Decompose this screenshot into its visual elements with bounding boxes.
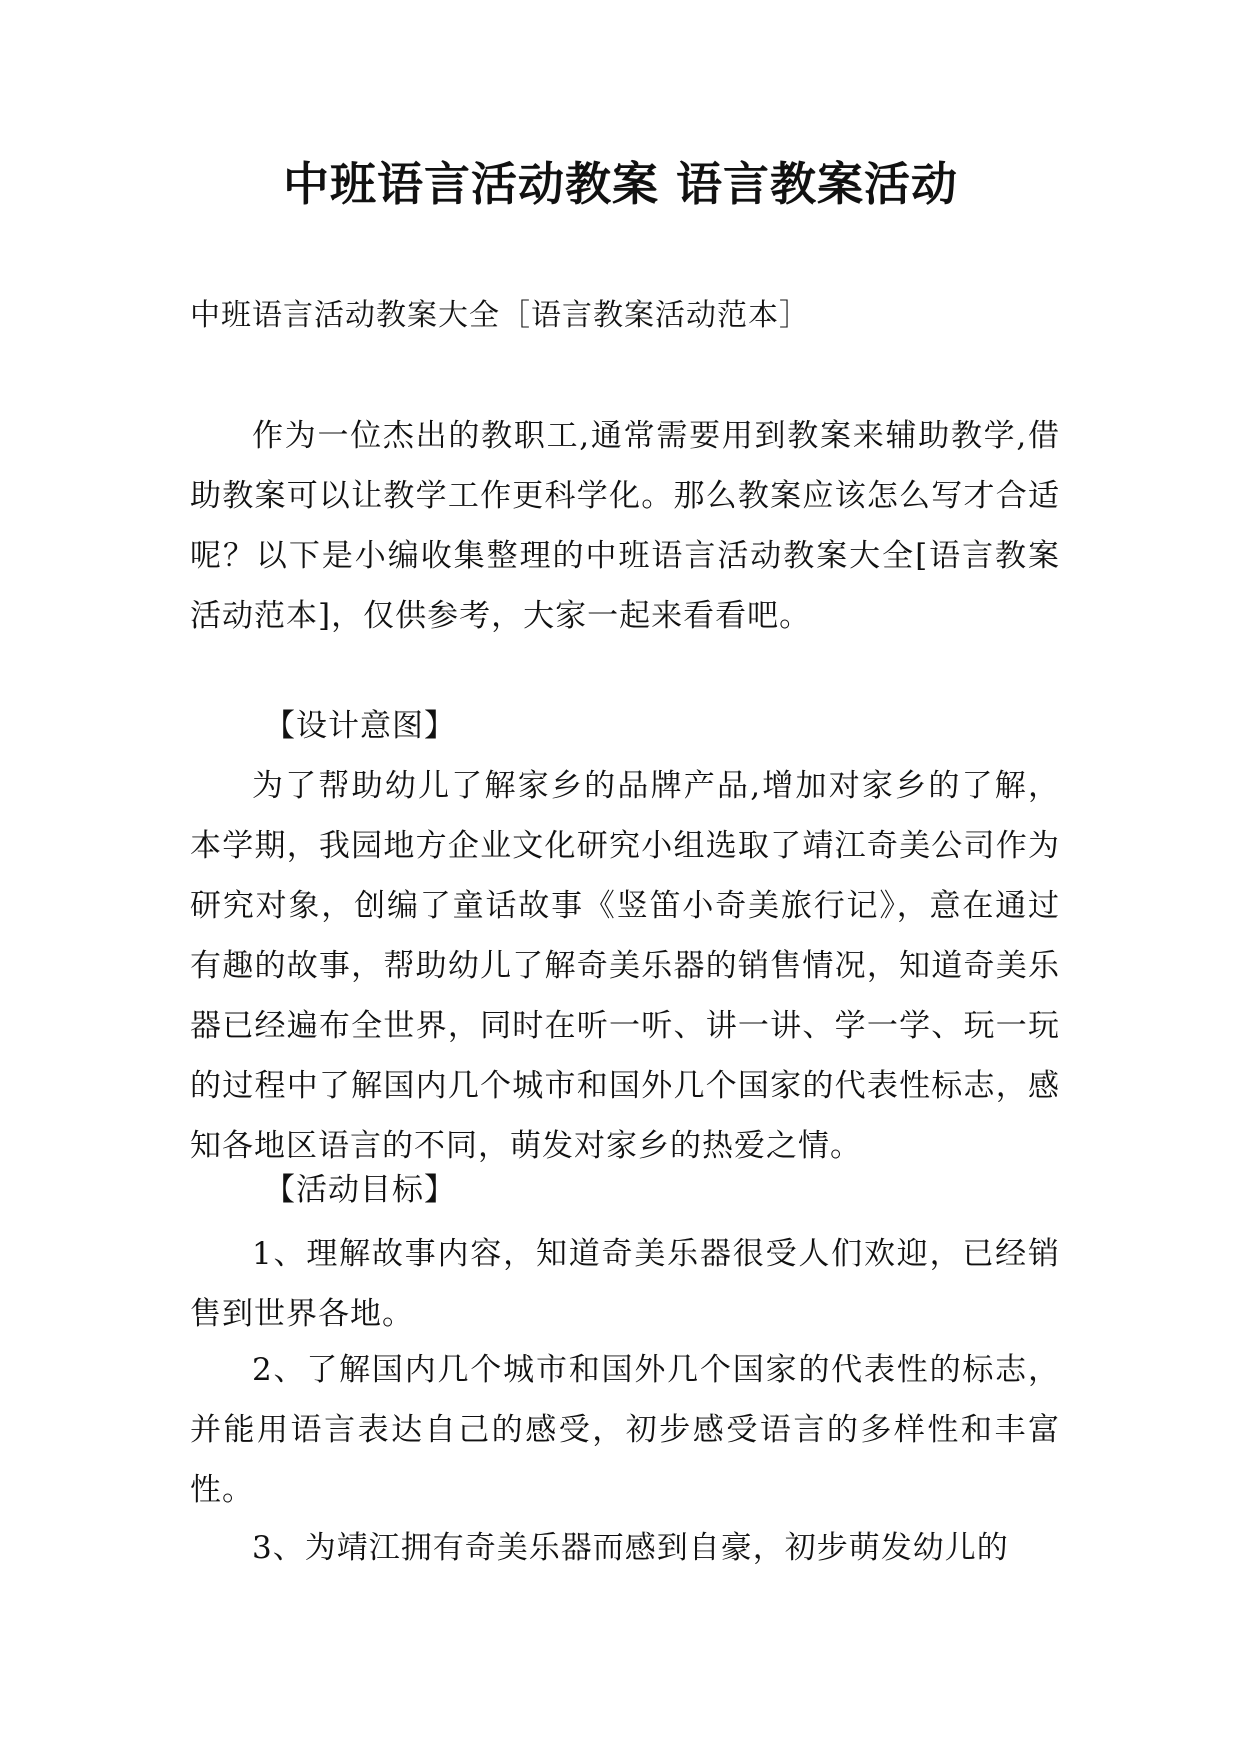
intro-paragraph: 作为一位杰出的教职工,通常需要用到教案来辅助教学,借助教案可以让教学工作更科学化。那么教案应该怎么写才合适呢？以下是小编收集整理的中班语言活动教案大全[语言教案活动范本]，仅供参考，大家一起来看看吧。 (190, 418, 1060, 634)
design-intent-heading: 【设计意图】 (264, 708, 456, 744)
goal-item: 1、理解故事内容，知道奇美乐器很受人们欢迎，已经销售到世界各地。 (190, 1236, 1060, 1332)
goal-item: 2、了解国内几个城市和国外几个国家的代表性的标志，并能用语言表达自己的感受，初步感受语言的多样性和丰富性。 (190, 1352, 1060, 1508)
document-title: 中班语言活动教案 语言教案活动 (282, 157, 958, 211)
document-subtitle: 中班语言活动教案大全［语言教案活动范本］ (190, 298, 810, 333)
design-intent-paragraph: 为了帮助幼儿了解家乡的品牌产品,增加对家乡的了解，本学期，我园地方企业文化研究小组选取了靖江奇美公司作为研究对象，创编了童话故事《竖笛小奇美旅行记》，意在通过有趣的故事，帮助幼儿了解奇美乐器的销售情况，知道奇美乐器已经遍布全世界，同时在听一听、讲一讲、学一学、玩一玩的过程中了解国内几个城市和国外几个国家的代表性标志，感知各地区语言的不同，萌发对家乡的热爱之情。 (190, 768, 1060, 1164)
activity-goals-heading: 【活动目标】 (264, 1172, 456, 1208)
goal-item: 3、为靖江拥有奇美乐器而感到自豪，初步萌发幼儿的 (252, 1530, 1009, 1566)
